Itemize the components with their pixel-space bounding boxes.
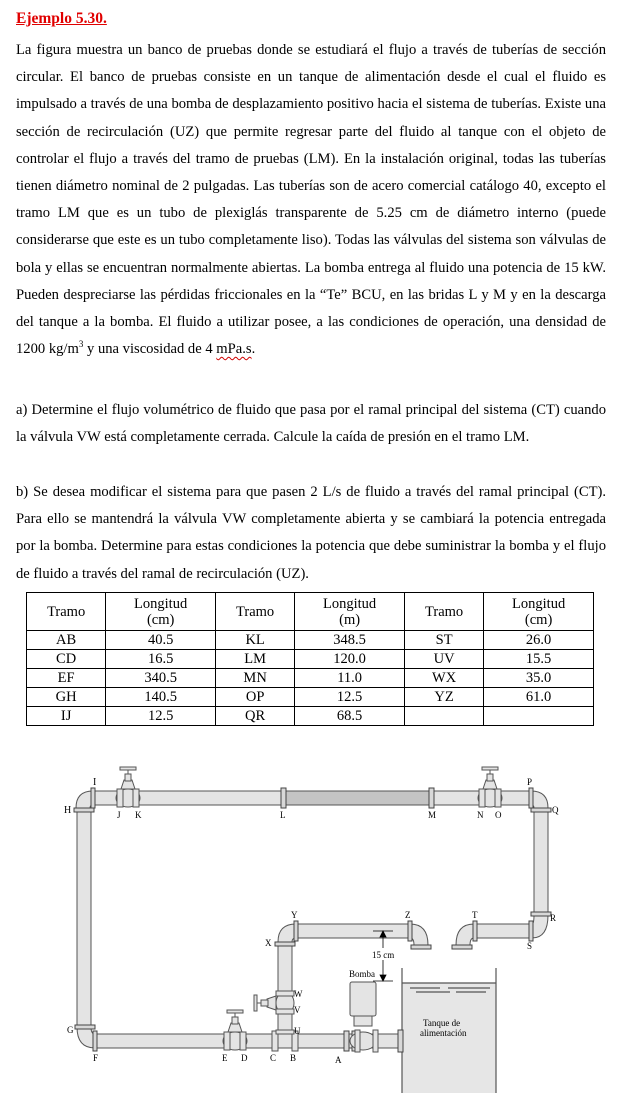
- label-F: F: [93, 1053, 99, 1063]
- label-Q: Q: [552, 805, 559, 815]
- label-H: H: [64, 805, 72, 816]
- label-V: V: [294, 1005, 301, 1015]
- valve-NO[interactable]: [478, 767, 502, 807]
- pipe-ST: [474, 924, 532, 938]
- table-row: [27, 631, 594, 650]
- label-N: N: [477, 810, 484, 820]
- table-row: [27, 669, 594, 688]
- label-X: X: [265, 938, 272, 948]
- label-M: M: [428, 810, 437, 820]
- cell-tramo: AB: [27, 631, 106, 650]
- dimension-label: 15 cm: [372, 950, 395, 960]
- header-tramo: Tramo: [215, 593, 294, 631]
- cell-tramo: WX: [404, 669, 483, 688]
- header-unit: (cm): [524, 611, 553, 628]
- tank-label-line1: Tanque de: [423, 1018, 461, 1028]
- label-A: A: [335, 1055, 342, 1065]
- label-L: L: [280, 810, 286, 820]
- pipe-GH: [77, 809, 91, 1027]
- cell-longitud: 40.5: [106, 631, 216, 650]
- cell-tramo: CD: [27, 650, 106, 669]
- header-longitud: [295, 593, 405, 631]
- cell-longitud: 140.5: [106, 688, 216, 707]
- header-longitud-label: Longitud: [323, 595, 377, 612]
- cell-longitud: 68.5: [295, 707, 405, 726]
- label-D: D: [241, 1053, 248, 1063]
- cell-tramo: EF: [27, 669, 106, 688]
- label-O: O: [495, 810, 502, 820]
- table-row: [27, 707, 594, 726]
- cell-longitud: 120.0: [295, 650, 405, 669]
- statement-text: La figura muestra un banco de pruebas donde se estudiará el flujo a través de tuberías de sección circular. El banco de pruebas consiste en un tanque de alimentación desde el cual el fluido es impulsado a través de una bomba de desplazamiento positivo hacia el sistema de tuberías. Existe una sección de recirculación (UZ) que permite regresar parte del fluido al tanque con el objeto de controlar el flujo a través del tramo de pruebas (LM). En la instalación original, todas las tuberías tienen diámetro nominal de 2 pulgadas. Las tuberías son de acero comercial catálogo 40, excepto el tramo LM que es un tubo de plexiglás transparente de 5.25 cm de diámetro interno (puede considerarse que este es un tubo completamente liso). Todas las válvulas del sistema son válvulas de bola y ellas se encuentran normalmente abiertas. La bomba entrega al fluido una potencia de 15 kW. Pueden despreciarse las pérdidas friccionales en la “Te” BCU, en las bridas L y M y en la descarga del tanque a la bomba. El fluido a utilizar posee, a las condiciones de operación, una densidad de 1200 kg/m: [16, 42, 606, 358]
- label-W: W: [294, 989, 303, 999]
- cell-longitud: 348.5: [295, 631, 405, 650]
- cell-longitud: 61.0: [484, 688, 594, 707]
- elbow-T: [456, 924, 474, 945]
- label-U: U: [294, 1026, 301, 1036]
- elbow-GF: [77, 1027, 95, 1048]
- header-unit: (cm): [146, 611, 175, 628]
- cell-tramo: IJ: [27, 707, 106, 726]
- question-b-text: b) Se desea modificar el sistema para que pasen 2 L/s de fluido a través del ramal principal (CT). Para ello se mantendrá la válvula VW completamente abierta y se cambiará la potencia entregada por la bomba. Determine para estas condiciones la potencia que debe suministrar la bomba y el flujo de fluido a través del ramal de recirculación (UZ).: [16, 484, 606, 582]
- cell-tramo: MN: [215, 669, 294, 688]
- cell-longitud: 35.0: [484, 669, 594, 688]
- elbow-XY: [278, 924, 296, 942]
- cell-tramo: YZ: [404, 688, 483, 707]
- label-P: P: [527, 777, 533, 787]
- pipe-DA: [245, 1034, 405, 1048]
- example-heading: Ejemplo 5.30.: [16, 10, 107, 27]
- header-longitud: [484, 593, 594, 631]
- cell-tramo: QR: [215, 707, 294, 726]
- elbow-RS: [532, 915, 548, 938]
- label-S: S: [527, 941, 533, 951]
- question-a: [16, 397, 606, 451]
- lengths-table: [26, 592, 594, 726]
- label-T: T: [472, 910, 478, 920]
- label-Z: Z: [405, 910, 411, 920]
- statement-text-2: y una viscosidad de 4: [83, 341, 217, 358]
- cell-tramo: KL: [215, 631, 294, 650]
- cell-longitud: 16.5: [106, 650, 216, 669]
- cell-longitud: 15.5: [484, 650, 594, 669]
- pump-label: Bomba: [349, 969, 375, 979]
- elbow-PQ: [531, 791, 548, 808]
- header-unit: (m): [339, 611, 361, 628]
- pipe-LM-test-section: [283, 791, 431, 805]
- label-C: C: [270, 1053, 277, 1063]
- question-a-text: a) Determine el flujo volumétrico de fluido que pasa por el ramal principal del sistema (CT) cuando la válvula VW está completamente cerrada. Calcule la caída de presión en el tramo LM.: [16, 402, 606, 446]
- elbow-HI: [76, 791, 93, 808]
- tank-label-line2: alimentación: [420, 1028, 467, 1038]
- cell-tramo: GH: [27, 688, 106, 707]
- table-header-row: [27, 593, 594, 631]
- cell-tramo: ST: [404, 631, 483, 650]
- superscript-3: 3: [78, 339, 84, 350]
- question-b: [16, 479, 606, 588]
- pipe-system-diagram: [0, 740, 624, 1096]
- pipe-UX: [278, 942, 292, 1034]
- cell-longitud: 340.5: [106, 669, 216, 688]
- label-Y: Y: [291, 910, 298, 920]
- cell-longitud: 12.5: [106, 707, 216, 726]
- valve-VW[interactable]: [254, 991, 294, 1014]
- label-K: K: [135, 810, 142, 820]
- table-row: [27, 688, 594, 707]
- valve-DE[interactable]: [223, 1010, 247, 1050]
- cell-tramo: LM: [215, 650, 294, 669]
- table-row: [27, 650, 594, 669]
- header-tramo: Tramo: [404, 593, 483, 631]
- cell-tramo: OP: [215, 688, 294, 707]
- elbow-Z: [410, 924, 428, 945]
- cell-longitud: 11.0: [295, 669, 405, 688]
- label-R: R: [550, 913, 557, 923]
- label-G: G: [67, 1025, 74, 1035]
- pipe-QR: [534, 809, 548, 915]
- header-tramo: Tramo: [27, 593, 106, 631]
- label-B: B: [290, 1053, 297, 1063]
- header-longitud: [106, 593, 216, 631]
- problem-statement: [16, 37, 606, 363]
- statement-end: .: [251, 341, 256, 358]
- label-J: J: [117, 810, 121, 820]
- header-longitud-label: Longitud: [134, 595, 188, 612]
- cell-longitud: 26.0: [484, 631, 594, 650]
- cell-tramo: UV: [404, 650, 483, 669]
- label-E: E: [222, 1053, 228, 1063]
- cell-longitud: 12.5: [295, 688, 405, 707]
- viscosity-unit: mPa.s: [216, 341, 252, 358]
- header-longitud-label: Longitud: [512, 595, 566, 612]
- pipe-EF: [95, 1034, 225, 1048]
- pump[interactable]: [350, 982, 378, 1052]
- feed-tank: [402, 983, 496, 1093]
- cell-tramo: [404, 707, 483, 726]
- valve-JK[interactable]: [116, 767, 140, 807]
- label-I: I: [93, 777, 97, 788]
- cell-longitud: [484, 707, 594, 726]
